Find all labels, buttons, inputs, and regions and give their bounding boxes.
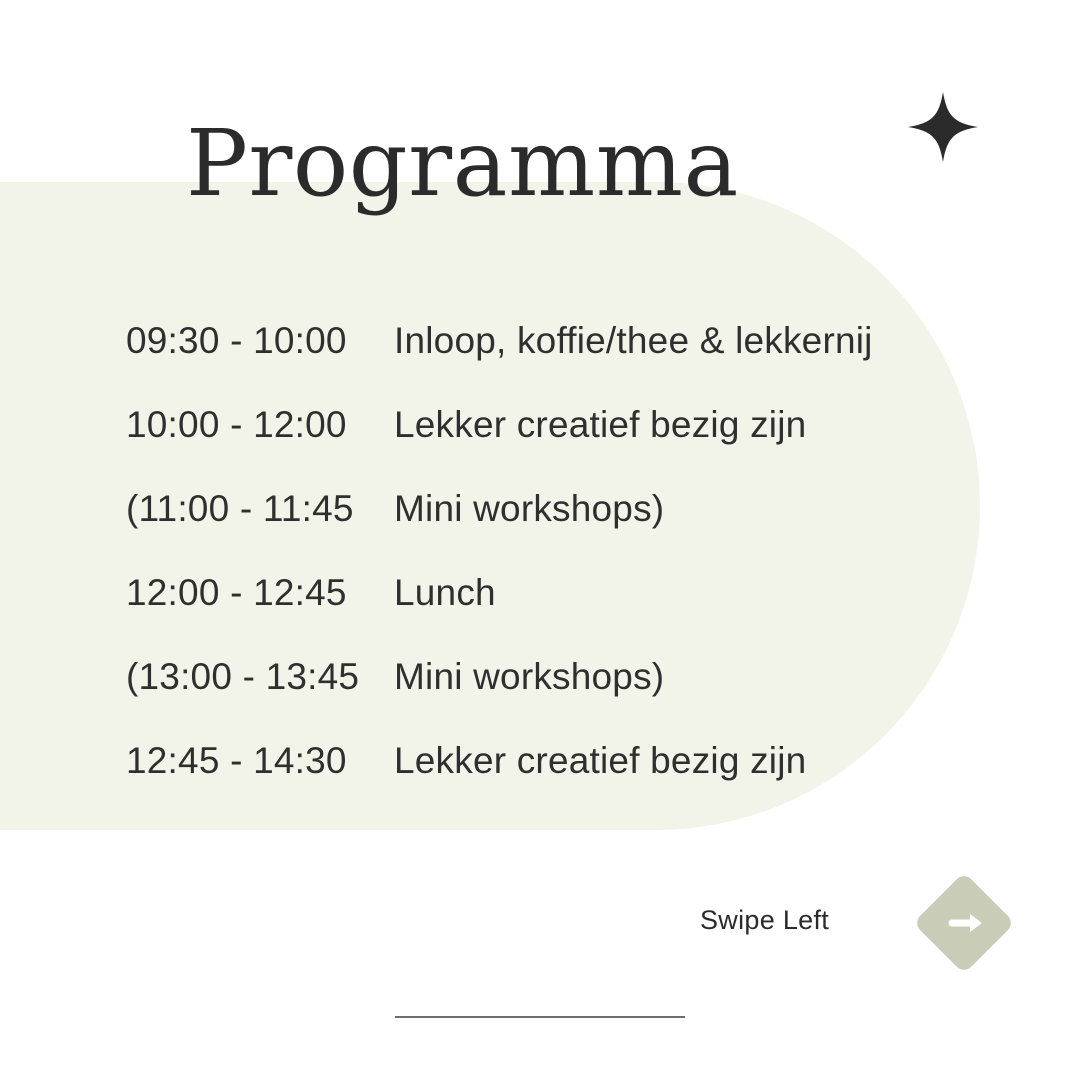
swipe-next-button[interactable] [914,873,1014,973]
schedule-row-time: (11:00 - 11:45 [126,488,354,529]
schedule-row-time: (13:00 - 13:45 [126,656,360,697]
schedule-row-time: 12:00 - 12:45 [126,572,347,613]
schedule-row [126,320,1026,404]
schedule-row [126,488,1026,572]
sparkle-star-icon [906,90,980,164]
schedule-row [126,656,1026,740]
schedule-row-description: Mini workshops) [394,656,665,697]
schedule-list [126,320,1026,824]
bottom-divider [395,1016,685,1018]
schedule-row [126,404,1026,488]
schedule-row [126,572,1026,656]
schedule-row-description: Lunch [394,572,496,613]
schedule-row-description: Inloop, koffie/thee & lekkernij [394,320,873,361]
schedule-row-time: 10:00 - 12:00 [126,404,347,445]
schedule-row [126,740,1026,824]
schedule-row-time: 09:30 - 10:00 [126,320,347,361]
schedule-row-description: Mini workshops) [394,488,665,529]
swipe-label: Swipe Left [700,905,830,935]
schedule-row-description: Lekker creatief bezig zijn [394,404,807,445]
page-title: Programma [186,110,739,217]
schedule-row-description: Lekker creatief bezig zijn [394,740,807,781]
arrow-right-icon [914,873,1014,973]
schedule-row-time: 12:45 - 14:30 [126,740,347,781]
